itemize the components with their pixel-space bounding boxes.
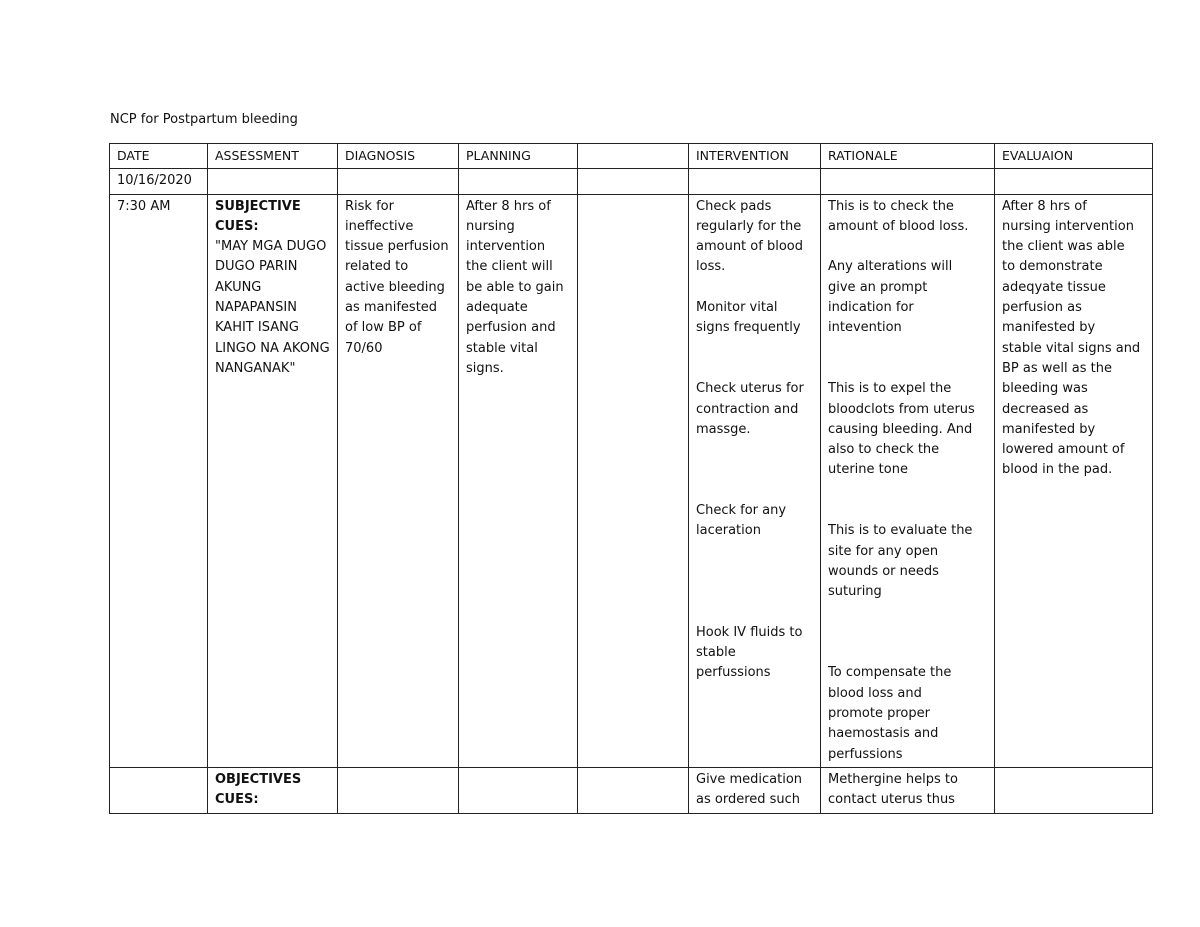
diagnosis-cell: Risk for ineffective tissue perfusion related to active bleeding as manifested of low BP of 70/60 bbox=[338, 194, 459, 767]
empty-cell bbox=[459, 767, 578, 813]
date-row bbox=[110, 169, 1153, 194]
objective-row bbox=[110, 767, 1153, 813]
header-diagnosis: DIAGNOSIS bbox=[338, 144, 459, 169]
empty-cell bbox=[995, 767, 1153, 813]
empty-cell bbox=[208, 169, 338, 194]
header-assessment: ASSESSMENT bbox=[208, 144, 338, 169]
empty-cell bbox=[578, 767, 689, 813]
planning-cell: After 8 hrs of nursing intervention the client will be able to gain adequate perfusion and stable vital signs. bbox=[459, 194, 578, 767]
time-cell: 7:30 AM bbox=[110, 194, 208, 767]
objective-intervention-cell: Give medication as ordered such bbox=[689, 767, 821, 813]
objective-rationale-cell: Methergine helps to contact uterus thus bbox=[821, 767, 995, 813]
document-title: NCP for Postpartum bleeding bbox=[110, 112, 298, 127]
date-cell: 10/16/2020 bbox=[110, 169, 208, 194]
subjective-cues-heading: SUBJECTIVE CUES: bbox=[215, 198, 301, 234]
empty-cell bbox=[821, 169, 995, 194]
rationale-cell: This is to check the amount of blood loss. Any alterations will give an prompt indication for intevention This is to expel the bloodclots from uterus causing bleeding. And also to check the uterine tone This is to evaluate the site for any open wounds or needs suturing To compensate the blood loss and promote proper haemostasis and perfussions bbox=[821, 194, 995, 767]
assessment-cell bbox=[208, 194, 338, 767]
header-evaluation: EVALUAION bbox=[995, 144, 1153, 169]
main-row bbox=[110, 194, 1153, 767]
header-planning: PLANNING bbox=[459, 144, 578, 169]
header-rationale: RATIONALE bbox=[821, 144, 995, 169]
empty-cell bbox=[578, 169, 689, 194]
objective-cues-heading: OBJECTIVES CUES: bbox=[208, 767, 338, 813]
header-date: DATE bbox=[110, 144, 208, 169]
nursing-care-plan-table bbox=[109, 143, 1153, 814]
intervention-cell: Check pads regularly for the amount of blood loss. Monitor vital signs frequently Check uterus for contraction and massge. Check for any laceration Hook IV fluids to stable perfussions bbox=[689, 194, 821, 767]
empty-cell bbox=[110, 767, 208, 813]
empty-cell bbox=[338, 169, 459, 194]
subjective-cues-quote: "MAY MGA DUGO DUGO PARIN AKUNG NAPAPANSIN KAHIT ISANG LINGO NA AKONG NANGANAK" bbox=[215, 239, 330, 376]
header-row bbox=[110, 144, 1153, 169]
header-blank bbox=[578, 144, 689, 169]
empty-cell bbox=[338, 767, 459, 813]
evaluation-cell: After 8 hrs of nursing intervention the client was able to demonstrate adeqyate tissue perfusion as manifested by stable vital signs and BP as well as the bleeding was decreased as manifested by lowered amount of blood in the pad. bbox=[995, 194, 1153, 767]
header-intervention: INTERVENTION bbox=[689, 144, 821, 169]
empty-cell bbox=[995, 169, 1153, 194]
empty-cell bbox=[689, 169, 821, 194]
empty-cell bbox=[459, 169, 578, 194]
blank-cell bbox=[578, 194, 689, 767]
